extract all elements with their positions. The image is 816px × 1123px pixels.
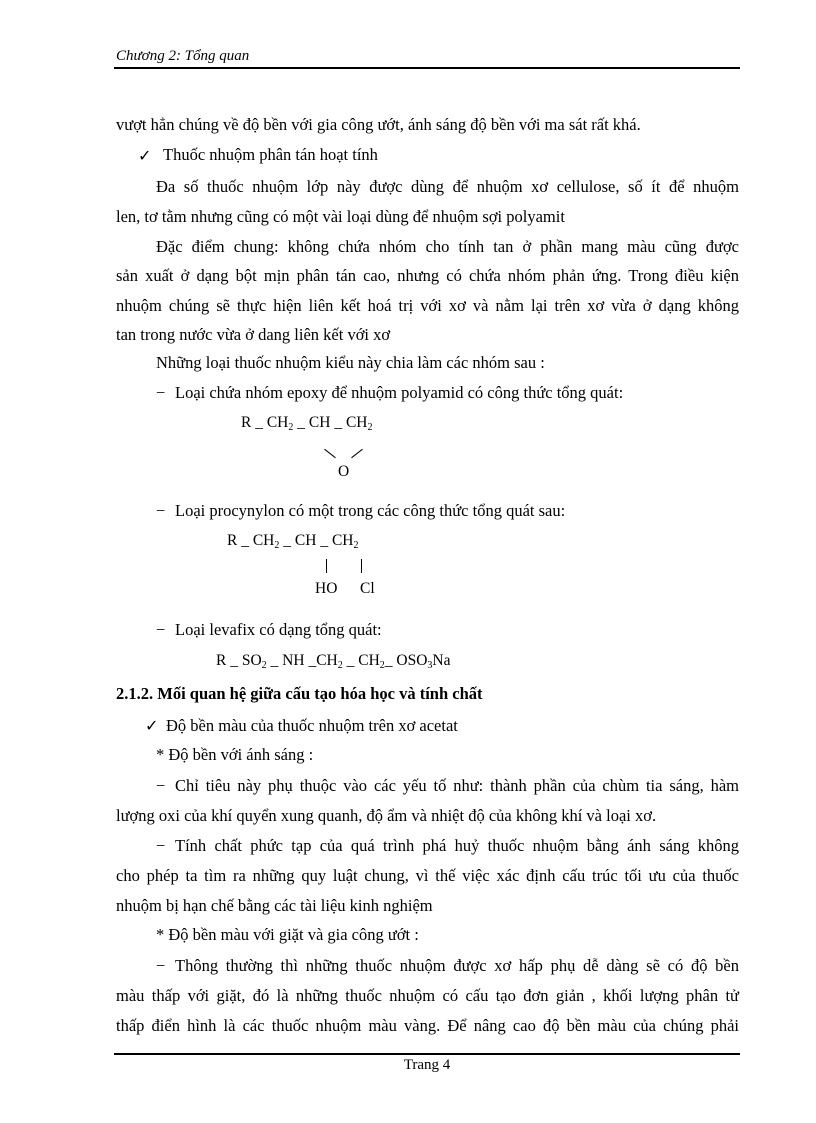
checkmark-icon: ✓ — [138, 148, 152, 165]
formula-chlorine: Cl — [360, 580, 375, 597]
section-heading: 2.1.2. Mối quan hệ giữa cấu tạo hóa học và tính chất — [116, 684, 483, 703]
text-line: vượt hẳn chúng về độ bền với gia công ướt, ánh sáng độ bền với ma sát rất khá. — [116, 115, 641, 134]
paragraph-line: sản xuất ở dạng bột mịn phân tán cao, nhưng có chứa nhóm phản ứng. Trong điều kiện — [116, 266, 739, 285]
sub-heading: * Độ bền với ánh sáng : — [156, 745, 314, 764]
paragraph-line: Thông thường thì những thuốc nhuộm được xơ hấp phụ dễ dàng sẽ có độ bền — [175, 956, 739, 975]
formula-hydroxyl: HO — [315, 580, 338, 597]
list-item-levafix: Loại levafix có dạng tổng quát: — [175, 620, 382, 639]
paragraph-line: cho phép ta tìm ra những quy luật chung, vì thế việc xác định cấu trúc tối ưu của thuốc — [116, 866, 739, 885]
formula-oxygen: O — [338, 463, 350, 480]
dash-bullet: − — [156, 620, 166, 639]
paragraph-line: Tính chất phức tạp của quá trình phá huỷ thuốc nhuộm bằng ánh sáng không — [175, 836, 739, 855]
bond-line — [324, 449, 336, 458]
footer-rule — [114, 1053, 740, 1055]
sub-heading: * Độ bền màu với giặt và gia công ướt : — [156, 925, 419, 944]
paragraph-line: tan trong nước vừa ở dang liên kết với xơ — [116, 325, 391, 344]
dash-bullet: − — [156, 383, 166, 402]
checkmark-icon: ✓ — [145, 718, 159, 735]
header-rule — [114, 67, 740, 69]
bond-line — [326, 559, 327, 573]
dash-bullet: − — [156, 956, 166, 975]
paragraph-line: lượng oxi của khí quyển xung quanh, độ ẩm và nhiệt độ của không khí và loại xơ. — [116, 806, 657, 825]
paragraph-line: màu thấp với giặt, đó là những thuốc nhuộm có cấu tạo đơn giản , khối lượng phân tử — [116, 986, 739, 1005]
bullet-heading: Thuốc nhuộm phân tán hoạt tính — [163, 145, 378, 164]
formula-procynylon: R _ $CH_2$ _ CH _ $CH_2$ — [227, 532, 359, 551]
bond-line — [361, 559, 362, 573]
dash-bullet: − — [156, 501, 166, 520]
page-number: Trang 4 — [403, 1057, 451, 1073]
bond-line — [351, 449, 363, 458]
paragraph-line: thấp điển hình là các thuốc nhuộm màu vàng. Để nâng cao độ bền màu của chúng phải — [116, 1016, 739, 1035]
chapter-header: Chương 2: Tổng quan — [116, 48, 250, 64]
formula-levafix: R _ $SO_2$ _ NH $\_CH_2$ _ $CH_2\_$ $OSO_3Na$ — [216, 652, 451, 671]
paragraph-line: nhuộm bị hạn chế bằng các tài liệu kinh nghiệm — [116, 896, 433, 915]
list-item-procynylon: Loại procynylon có một trong các công thức tổng quát sau: — [175, 501, 566, 520]
paragraph-line: Đa số thuốc nhuộm lớp này được dùng để nhuộm xơ cellulose, số ít để nhuộm — [156, 177, 739, 196]
paragraph-line: Những loại thuốc nhuộm kiểu này chia làm các nhóm sau : — [156, 353, 545, 372]
paragraph-line: nhuộm chúng sẽ thực hiện liên kết hoá trị với xơ và nằm lại trên xơ vừa ở dạng không — [116, 296, 739, 315]
formula-epoxy: R _ $CH_2$ _ CH _ $CH_2$ — [241, 414, 373, 433]
paragraph-line: len, tơ tằm nhưng cũng có một vài loại dùng để nhuộm sợi polyamit — [116, 207, 565, 226]
paragraph-line: Đặc điểm chung: không chứa nhóm cho tính tan ở phần mang màu cũng được — [156, 237, 739, 256]
dash-bullet: − — [156, 836, 166, 855]
bullet-heading: Độ bền màu của thuốc nhuộm trên xơ acetat — [166, 716, 458, 735]
list-item-epoxy: Loại chứa nhóm epoxy để nhuộm polyamid có công thức tổng quát: — [175, 383, 624, 402]
dash-bullet: − — [156, 776, 166, 795]
paragraph-line: Chỉ tiêu này phụ thuộc vào các yếu tố như: thành phần của chùm tia sáng, hàm — [175, 776, 739, 795]
